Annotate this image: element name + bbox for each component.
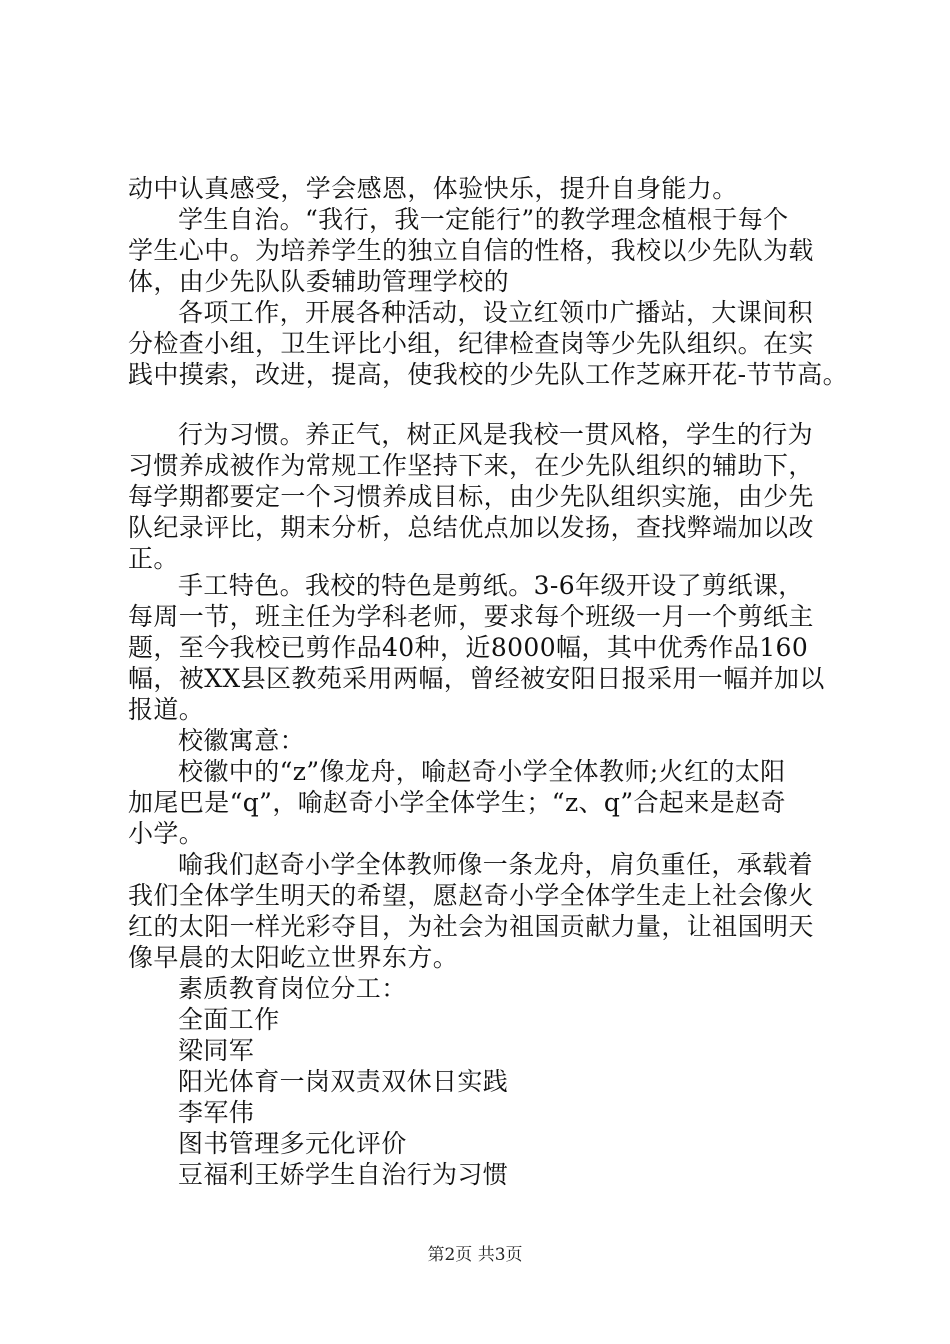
text-line: 每学期都要定一个习惯养成目标，由少先队组织实施，由少先 [128, 482, 814, 511]
text-line: 我们全体学生明天的希望，愿赵奇小学全体学生走上社会像火 [128, 881, 814, 910]
text-line: 践中摸索，改进，提高，使我校的少先队工作芝麻开花-节节高。 [128, 360, 849, 389]
text-line: 手工特色。我校的特色是剪纸。3-6年级开设了剪纸课， [178, 571, 804, 600]
text-line: 校徽中的“z”像龙舟，喻赵奇小学全体教师;火红的太阳 [178, 757, 786, 786]
text-line: 学生心中。为培养学生的独立自信的性格，我校以少先队为载 [128, 236, 814, 265]
text-line: 习惯养成被作为常规工作坚持下来，在少先队组织的辅助下， [128, 451, 814, 480]
text-line: 每周一节，班主任为学科老师，要求每个班级一月一个剪纸主 [128, 602, 814, 631]
text-line: 像早晨的太阳屹立世界东方。 [128, 943, 459, 972]
text-line: 红的太阳一样光彩夺目，为社会为祖国贡献力量，让祖国明天 [128, 912, 814, 941]
text-line: 豆福利王娇学生自治行为习惯 [178, 1160, 509, 1189]
text-line: 体，由少先队队委辅助管理学校的 [128, 267, 510, 296]
text-line: 李军伟 [178, 1098, 255, 1127]
text-line: 阳光体育一岗双责双休日实践 [178, 1067, 509, 1096]
text-line: 校徽寓意： [178, 726, 306, 755]
text-line: 报道。 [128, 695, 205, 724]
text-line: 图书管理多元化评价 [178, 1129, 407, 1158]
text-line: 素质教育岗位分工： [178, 974, 407, 1003]
text-line: 全面工作 [178, 1005, 280, 1034]
text-line: 学生自治。“我行，我一定能行”的教学理念植根于每个 [178, 205, 789, 234]
page-footer: 第2页 共3页 [427, 1245, 523, 1265]
text-line: 分检查小组，卫生评比小组，纪律检查岗等少先队组织。在实 [128, 329, 814, 358]
text-line: 题，至今我校已剪作品40种，近8000幅，其中优秀作品160 [128, 633, 809, 662]
text-line: 各项工作，开展各种活动，设立红领巾广播站，大课间积 [178, 298, 814, 327]
text-line: 正。 [128, 544, 179, 573]
text-line: 梁同军 [178, 1036, 255, 1065]
text-line: 小学。 [128, 819, 205, 848]
text-line: 行为习惯。养正气，树正风是我校一贯风格，学生的行为 [178, 420, 814, 449]
text-line: 队纪录评比，期末分析，总结优点加以发扬，查找弊端加以改 [128, 513, 814, 542]
text-line: 喻我们赵奇小学全体教师像一条龙舟，肩负重任，承载着 [178, 850, 814, 879]
text-line: 加尾巴是“q”，喻赵奇小学全体学生；“z、q”合起来是赵奇 [128, 788, 786, 817]
text-line: 动中认真感受，学会感恩，体验快乐，提升自身能力。 [128, 174, 738, 203]
text-line: 幅，被XX县区教苑采用两幅，曾经被安阳日报采用一幅并加以 [128, 664, 825, 693]
